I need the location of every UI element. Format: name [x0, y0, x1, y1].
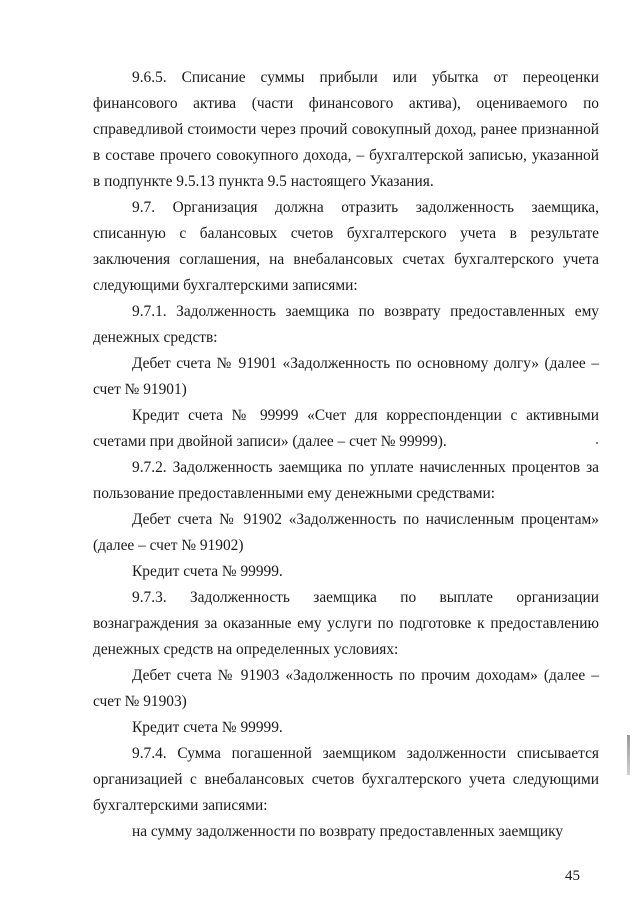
page-number: 45: [565, 868, 580, 884]
entry-credit-99999-a: Кредит счета № 99999.: [132, 563, 283, 580]
paragraph-9-7-1: 9.7.1. Задолженность заемщика по возврату предоставленных ему денежных средств:: [93, 303, 599, 346]
scan-speck: [596, 442, 598, 444]
body-text: [93, 65, 599, 845]
paragraph-9-6-5: 9.6.5. Списание суммы прибыли или убытка от переоценки финансового актива (части финансового актива), оцениваемого по справедливой стоимости через прочий совокупный доход, ранее признанной в составе прочего совокупного дохода, – бухгалтерской записью, указанной в подпункте 9.5.13 пункта 9.5 настоящего Указания.: [93, 69, 599, 190]
paragraph-9-7-2: 9.7.2. Задолженность заемщика по уплате начисленных процентов за пользование предоставленными ему денежными средствами:: [93, 459, 599, 502]
entry-debit-91903: Дебет счета № 91903 «Задолженность по прочим доходам» (далее – счет № 91903): [93, 667, 599, 710]
entry-credit-99999-full: Кредит счета № 99999 «Счет для корреспонденции с активными счетами при двойной записи» (далее – счет № 99999).: [93, 407, 599, 450]
paragraph-9-7-4: 9.7.4. Сумма погашенной заемщиком задолженности списывается организацией с внебалансовых счетов бухгалтерского учета следующими бухгалтерскими записями:: [93, 745, 599, 814]
paragraph-9-7-3: 9.7.3. Задолженность заемщика по выплате организации вознаграждения за оказанные ему услуги по подготовке к предоставлению денежных средств на определенных условиях:: [93, 589, 599, 658]
scan-edge-mark: [627, 735, 630, 775]
paragraph-9-7: 9.7. Организация должна отразить задолженность заемщика, списанную с балансовых счетов бухгалтерского учета в результате заключения соглашения, на внебалансовых счетах бухгалтерского учета следующими бухгалтерскими записями:: [93, 199, 599, 294]
entry-debit-91901: Дебет счета № 91901 «Задолженность по основному долгу» (далее – счет № 91901): [93, 355, 599, 398]
entry-credit-99999-b: Кредит счета № 99999.: [132, 719, 283, 736]
entry-debit-91902: Дебет счета № 91902 «Задолженность по начисленным процентам» (далее – счет № 91902): [93, 511, 599, 554]
paragraph-continuation: на сумму задолженности по возврату предоставленных заемщику: [132, 823, 564, 840]
